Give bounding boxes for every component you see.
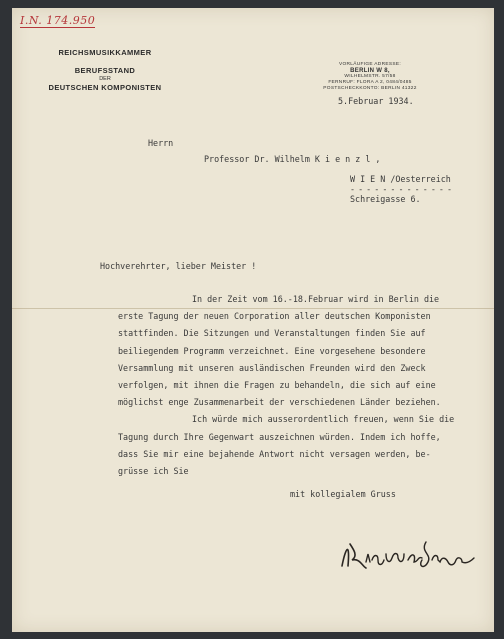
letterhead-line-4: DEUTSCHEN KOMPONISTEN (48, 83, 162, 92)
archive-reference: I.N. 174.950 (20, 14, 96, 27)
address-separator: - - - - - - - - - - - - - (350, 184, 452, 194)
letter-closing: mit kollegialem Gruss (290, 489, 396, 499)
recipient-name: Professor Dr. Wilhelm K i e n z l , (204, 154, 381, 164)
letter-paper (12, 8, 494, 632)
recipient-city: W I E N /Oesterreich (350, 174, 451, 184)
address-line-5: POSTSCHECKKONTO: BERLIN 41322 (323, 86, 417, 91)
body-line: Versammlung mit unseren ausländischen Freunden wird den Zweck (118, 362, 426, 373)
address-line-2: BERLIN W 8, (350, 68, 390, 74)
letter-date: 5.Februar 1934. (338, 96, 414, 106)
body-line: möglichst enge Zusammenarbeit der verschiedenen Länder beziehen. (118, 397, 441, 408)
body-line: stattfinden. Die Sitzungen und Veranstaltungen finden Sie auf (118, 328, 426, 339)
handwritten-signature (336, 536, 486, 576)
letterhead (30, 48, 180, 92)
letterhead-line-2: BERUFSSTAND (74, 66, 136, 75)
body-line: verfolgen, mit ihnen die Fragen zu behandeln, die sich auf eine (118, 380, 436, 391)
body-line: In der Zeit vom 16.-18.Februar wird in Berlin die (192, 294, 440, 304)
sender-address (300, 62, 440, 92)
letter-body (118, 291, 453, 480)
letterhead-line-1: REICHSMUSIKKAMMER (58, 48, 152, 57)
letter-greeting: Hochverehrter, lieber Meister ! (100, 261, 257, 271)
body-line: beiliegendem Programm verzeichnet. Eine vorgesehene besondere (118, 345, 426, 356)
recipient-salutation: Herrn (148, 138, 174, 148)
body-line: Tagung durch Ihre Gegenwart auszeichnen würden. Indem ich hoffe, (118, 431, 441, 442)
address-line-4: FERNRUF: FLORA A 2, 0484/0485 (328, 80, 412, 85)
letterhead-line-3: DER (99, 76, 111, 82)
body-line: Ich würde mich ausserordentlich freuen, wenn Sie die (192, 414, 455, 425)
recipient-street: Schreigasse 6. (350, 194, 421, 204)
body-line: grüsse ich Sie (118, 466, 189, 477)
address-line-1: VORLÄUFIGE ADRESSE: (339, 62, 401, 67)
address-line-3: WILHELMSTR. 57/58 (344, 74, 396, 79)
body-line: dass Sie mir eine bejahende Antwort nicht versagen werden, be- (118, 448, 431, 459)
body-line: erste Tagung der neuen Corporation aller deutschen Komponisten (118, 311, 431, 322)
